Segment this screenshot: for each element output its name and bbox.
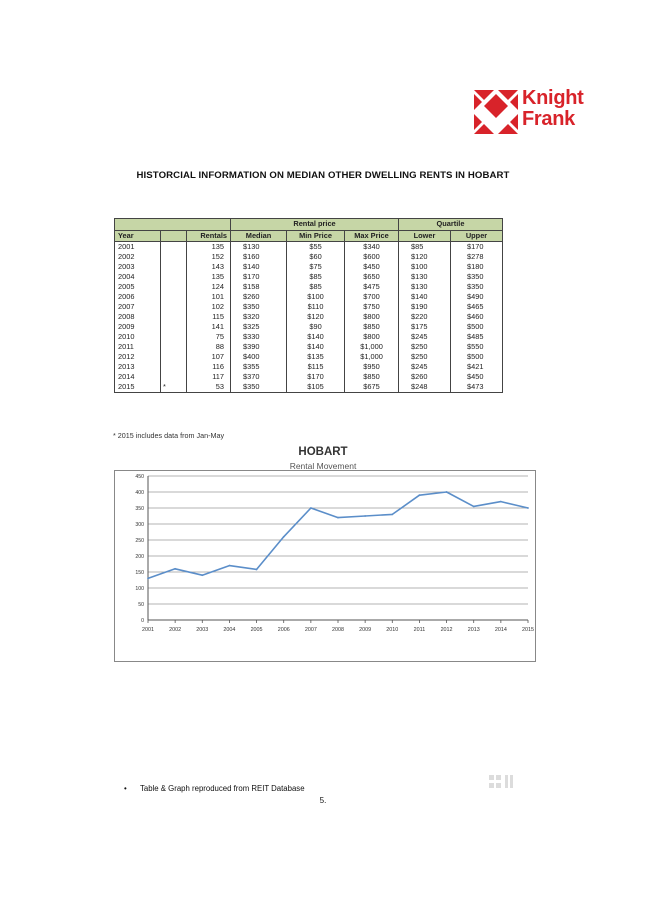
- bullet-icon: •: [124, 784, 127, 793]
- data-point: [391, 514, 393, 516]
- cell-year: 2004: [115, 272, 161, 282]
- cell-year: 2013: [115, 362, 161, 372]
- x-tick-label: 2008: [332, 627, 344, 633]
- cell-median: $350: [231, 302, 287, 312]
- cell-min: $120: [287, 312, 345, 322]
- cell-mark: [161, 262, 187, 272]
- scan-mark-icon: [488, 774, 516, 790]
- data-point: [310, 507, 312, 509]
- source-note-text: Table & Graph reproduced from REIT Database: [140, 784, 305, 793]
- table-row: [115, 242, 503, 253]
- y-tick-label: 100: [135, 586, 144, 592]
- cell-rentals: 115: [187, 312, 231, 322]
- cell-median: $330: [231, 332, 287, 342]
- cell-rentals: 117: [187, 372, 231, 382]
- cell-rentals: 124: [187, 282, 231, 292]
- cell-min: $75: [287, 262, 345, 272]
- y-tick-label: 50: [138, 602, 144, 608]
- table-row: [115, 252, 503, 262]
- header-min-price: Min Price: [287, 230, 345, 242]
- x-tick-label: 2009: [359, 627, 372, 633]
- cell-min: $55: [287, 242, 345, 253]
- data-point: [229, 565, 231, 567]
- y-tick-label: 350: [135, 506, 144, 512]
- cell-rentals: 102: [187, 302, 231, 312]
- cell-lower: $190: [399, 302, 451, 312]
- data-point: [364, 515, 366, 517]
- cell-min: $140: [287, 342, 345, 352]
- cell-max: $700: [345, 292, 399, 302]
- cell-max: $800: [345, 312, 399, 322]
- cell-upper: $473: [451, 382, 503, 393]
- data-point: [473, 506, 475, 508]
- cell-max: $950: [345, 362, 399, 372]
- cell-upper: $350: [451, 282, 503, 292]
- header-blank: [115, 219, 231, 231]
- cell-upper: $350: [451, 272, 503, 282]
- cell-median: $158: [231, 282, 287, 292]
- data-point: [337, 517, 339, 519]
- data-point: [283, 536, 285, 538]
- x-tick-label: 2002: [169, 627, 182, 633]
- cell-mark: *: [161, 382, 187, 393]
- cell-upper: $465: [451, 302, 503, 312]
- cell-median: $390: [231, 342, 287, 352]
- y-tick-label: 200: [135, 554, 144, 560]
- cell-year: 2009: [115, 322, 161, 332]
- table-row: [115, 272, 503, 282]
- x-tick-label: 2005: [250, 627, 263, 633]
- data-point: [419, 494, 421, 496]
- table-header-row-1: [115, 219, 503, 231]
- cell-max: $1,000: [345, 352, 399, 362]
- cell-median: $320: [231, 312, 287, 322]
- header-upper: Upper: [451, 230, 503, 242]
- cell-upper: $278: [451, 252, 503, 262]
- y-tick-label: 150: [135, 570, 144, 576]
- logo-line-2: Frank: [522, 108, 575, 130]
- cell-upper: $500: [451, 352, 503, 362]
- cell-year: 2001: [115, 242, 161, 253]
- cell-year: 2011: [115, 342, 161, 352]
- y-tick-label: 250: [135, 538, 144, 544]
- table-row: [115, 302, 503, 312]
- cell-min: $115: [287, 362, 345, 372]
- table-row: [115, 282, 503, 292]
- cell-median: $130: [231, 242, 287, 253]
- y-tick-label: 450: [135, 474, 144, 480]
- cell-upper: $421: [451, 362, 503, 372]
- data-point: [174, 568, 176, 570]
- cell-lower: $250: [399, 342, 451, 352]
- rents-table: [114, 218, 503, 393]
- page-title: HISTORCIAL INFORMATION ON MEDIAN OTHER DWELLING RENTS IN HOBART: [136, 170, 510, 181]
- cell-year: 2007: [115, 302, 161, 312]
- cell-year: 2012: [115, 352, 161, 362]
- cell-lower: $130: [399, 272, 451, 282]
- cell-min: $170: [287, 372, 345, 382]
- cell-mark: [161, 372, 187, 382]
- y-tick-label: 0: [141, 618, 144, 624]
- cell-median: $325: [231, 322, 287, 332]
- logo-line-1: Knight: [522, 87, 584, 109]
- source-note: [124, 784, 305, 793]
- header-rentals: Rentals: [187, 230, 231, 242]
- cell-upper: $500: [451, 322, 503, 332]
- cell-lower: $175: [399, 322, 451, 332]
- table-row: [115, 312, 503, 322]
- data-point: [256, 569, 258, 571]
- cell-median: $355: [231, 362, 287, 372]
- cell-rentals: 143: [187, 262, 231, 272]
- x-tick-label: 2004: [223, 627, 236, 633]
- cell-year: 2015: [115, 382, 161, 393]
- x-tick-label: 2006: [277, 627, 290, 633]
- cell-rentals: 135: [187, 272, 231, 282]
- cell-lower: $85: [399, 242, 451, 253]
- cell-min: $110: [287, 302, 345, 312]
- cell-min: $105: [287, 382, 345, 393]
- cell-mark: [161, 322, 187, 332]
- x-tick-label: 2003: [196, 627, 209, 633]
- cell-upper: $485: [451, 332, 503, 342]
- cell-rentals: 152: [187, 252, 231, 262]
- x-tick-label: 2013: [467, 627, 480, 633]
- cell-min: $85: [287, 282, 345, 292]
- table-row: [115, 322, 503, 332]
- x-tick-label: 2015: [522, 627, 534, 633]
- table-row: [115, 362, 503, 372]
- cell-upper: $450: [451, 372, 503, 382]
- cell-lower: $245: [399, 362, 451, 372]
- cell-mark: [161, 292, 187, 302]
- header-quartile: Quartile: [399, 219, 503, 231]
- header-year: Year: [115, 230, 161, 242]
- header-rental-price: Rental price: [231, 219, 399, 231]
- cell-mark: [161, 362, 187, 372]
- cell-lower: $100: [399, 262, 451, 272]
- cell-median: $140: [231, 262, 287, 272]
- cell-mark: [161, 302, 187, 312]
- table-header-row-2: [115, 230, 503, 242]
- cell-max: $1,000: [345, 342, 399, 352]
- cell-rentals: 107: [187, 352, 231, 362]
- header-max-price: Max Price: [345, 230, 399, 242]
- cell-min: $140: [287, 332, 345, 342]
- cell-max: $450: [345, 262, 399, 272]
- table-row: [115, 332, 503, 342]
- table-row: [115, 372, 503, 382]
- cell-median: $370: [231, 372, 287, 382]
- cell-year: 2005: [115, 282, 161, 292]
- x-tick-label: 2011: [413, 627, 426, 633]
- x-tick-label: 2001: [142, 627, 154, 633]
- cell-lower: $250: [399, 352, 451, 362]
- cell-mark: [161, 282, 187, 292]
- cell-max: $475: [345, 282, 399, 292]
- cell-rentals: 101: [187, 292, 231, 302]
- cell-upper: $170: [451, 242, 503, 253]
- table-row: [115, 352, 503, 362]
- cell-upper: $460: [451, 312, 503, 322]
- cell-mark: [161, 352, 187, 362]
- cell-min: $60: [287, 252, 345, 262]
- cell-rentals: 116: [187, 362, 231, 372]
- header-mark: [161, 230, 187, 242]
- cell-rentals: 75: [187, 332, 231, 342]
- cell-rentals: 53: [187, 382, 231, 393]
- cell-mark: [161, 312, 187, 322]
- data-point: [527, 507, 529, 509]
- table-footnote: * 2015 includes data from Jan-May: [113, 431, 225, 440]
- cell-median: $260: [231, 292, 287, 302]
- data-point: [147, 578, 149, 580]
- cell-lower: $140: [399, 292, 451, 302]
- cell-min: $100: [287, 292, 345, 302]
- data-point: [201, 574, 203, 576]
- cell-year: 2002: [115, 252, 161, 262]
- cell-lower: $248: [399, 382, 451, 393]
- cell-min: $85: [287, 272, 345, 282]
- table-row: [115, 262, 503, 272]
- cell-upper: $550: [451, 342, 503, 352]
- cell-max: $650: [345, 272, 399, 282]
- x-tick-label: 2014: [494, 627, 507, 633]
- header-median: Median: [231, 230, 287, 242]
- cell-year: 2010: [115, 332, 161, 342]
- cell-year: 2014: [115, 372, 161, 382]
- cell-mark: [161, 242, 187, 253]
- table-row: [115, 342, 503, 352]
- cell-rentals: 88: [187, 342, 231, 352]
- cell-year: 2006: [115, 292, 161, 302]
- table-row: [115, 292, 503, 302]
- cell-max: $800: [345, 332, 399, 342]
- table-row: [115, 382, 503, 393]
- y-tick-label: 300: [135, 522, 144, 528]
- cell-upper: $490: [451, 292, 503, 302]
- cell-max: $340: [345, 242, 399, 253]
- cell-upper: $180: [451, 262, 503, 272]
- cell-year: 2003: [115, 262, 161, 272]
- cell-min: $90: [287, 322, 345, 332]
- knight-frank-logo: [474, 88, 594, 136]
- x-tick-label: 2012: [440, 627, 453, 633]
- cell-mark: [161, 342, 187, 352]
- cell-median: $160: [231, 252, 287, 262]
- cell-max: $850: [345, 372, 399, 382]
- cell-mark: [161, 332, 187, 342]
- cell-lower: $245: [399, 332, 451, 342]
- cell-lower: $220: [399, 312, 451, 322]
- cell-median: $170: [231, 272, 287, 282]
- chart-title: HOBART: [298, 446, 348, 458]
- cell-mark: [161, 272, 187, 282]
- cell-max: $675: [345, 382, 399, 393]
- cell-rentals: 135: [187, 242, 231, 253]
- page-number: 5.: [319, 796, 327, 805]
- cell-min: $135: [287, 352, 345, 362]
- logo-wordmark: [522, 88, 584, 130]
- x-tick-label: 2010: [386, 627, 399, 633]
- cell-year: 2008: [115, 312, 161, 322]
- cell-lower: $130: [399, 282, 451, 292]
- header-lower: Lower: [399, 230, 451, 242]
- chart-subtitle: Rental Movement: [289, 461, 357, 471]
- rental-movement-chart: [114, 470, 536, 662]
- cell-mark: [161, 252, 187, 262]
- cell-lower: $260: [399, 372, 451, 382]
- cell-median: $350: [231, 382, 287, 393]
- data-point: [446, 491, 448, 493]
- cell-median: $400: [231, 352, 287, 362]
- cell-max: $600: [345, 252, 399, 262]
- x-tick-label: 2007: [304, 627, 317, 633]
- cell-max: $850: [345, 322, 399, 332]
- logo-mark-icon: [474, 90, 518, 134]
- y-tick-label: 400: [135, 490, 144, 496]
- table-body: [115, 242, 503, 393]
- cell-lower: $120: [399, 252, 451, 262]
- data-point: [500, 501, 502, 503]
- cell-rentals: 141: [187, 322, 231, 332]
- cell-max: $750: [345, 302, 399, 312]
